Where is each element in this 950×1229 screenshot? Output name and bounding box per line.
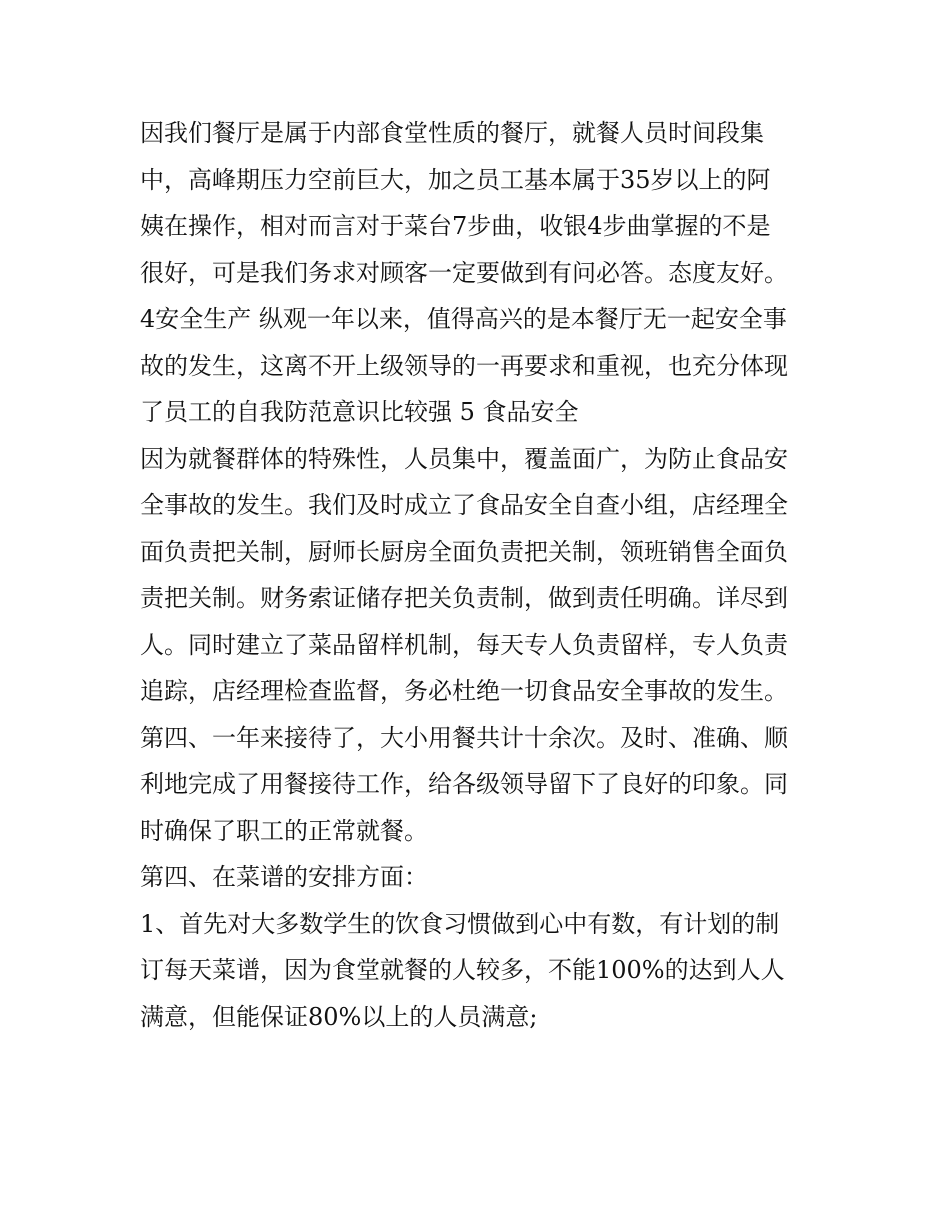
- text-line: 满意，但能保证80%以上的人员满意;: [140, 1002, 538, 1031]
- text-line: 因为就餐群体的特殊性，人员集中，覆盖面广，为防止食品安: [140, 444, 788, 473]
- text-line: 故的发生，这离不开上级领导的一再要求和重视，也充分体现: [140, 351, 788, 380]
- text-line: 姨在操作，相对而言对于菜台7步曲，收银4步曲掌握的不是: [140, 212, 771, 240]
- text-line: 第四、在菜谱的安排方面：: [140, 863, 428, 891]
- text-line: 利地完成了用餐接待工作，给各级领导留下了良好的印象。同: [140, 770, 788, 798]
- text-line: 了员工的自我防范意识比较强 5 食品安全: [140, 398, 579, 426]
- text-line: 很好，可是我们务求对顾客一定要做到有问必答。态度友好。: [140, 258, 788, 287]
- text-line: 人。同时建立了菜品留样机制，每天专人负责留样，专人负责: [140, 630, 788, 659]
- text-line: 第四、一年来接待了，大小用餐共计十余次。及时、准确、顺: [140, 723, 788, 752]
- text-line: 中，高峰期压力空前巨大，加之员工基本属于35岁以上的阿: [140, 165, 771, 194]
- text-line: 责把关制。财务索证储存把关负责制，做到责任明确。详尽到: [140, 584, 788, 612]
- text-line: 订每天菜谱，因为食堂就餐的人较多，不能100%的达到人人: [140, 956, 785, 984]
- text-line: 1、首先对大多数学生的饮食习惯做到心中有数，有计划的制: [140, 909, 780, 938]
- text-line: 追踪，店经理检查监督，务必杜绝一切食品安全事故的发生。: [140, 677, 788, 705]
- document-body: [140, 110, 830, 1040]
- text-line: 4安全生产 纵观一年以来，值得高兴的是本餐厅无一起安全事: [140, 305, 787, 333]
- text-line: 因我们餐厅是属于内部食堂性质的餐厅，就餐人员时间段集: [140, 119, 764, 147]
- text-line: 时确保了职工的正常就餐。: [140, 816, 428, 845]
- text-line: 全事故的发生。我们及时成立了食品安全自查小组，店经理全: [140, 491, 788, 519]
- text-line: 面负责把关制，厨师长厨房全面负责把关制，领班销售全面负: [140, 537, 788, 566]
